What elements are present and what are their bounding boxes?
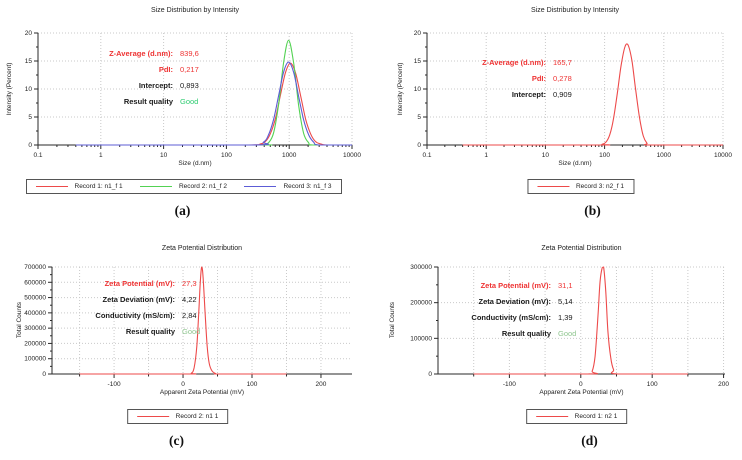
x-tick-label: 200 <box>718 381 730 388</box>
x-tick-label: 1 <box>484 152 489 159</box>
legend <box>26 179 342 194</box>
y-tick-label: 0 <box>417 142 421 149</box>
panel-a <box>0 0 371 230</box>
y-tick-label: 600000 <box>24 279 46 287</box>
x-tick-label: 100 <box>599 152 611 159</box>
annotation-label: Result quality <box>501 328 551 338</box>
legend-label: Record 1: n1_f 1 <box>74 183 123 190</box>
y-tick-label: 0 <box>42 371 46 378</box>
x-tick-label: 0 <box>181 381 185 388</box>
annotation-label: Zeta Potential (mV): <box>480 280 551 290</box>
annotation-value: 0,278 <box>553 73 572 83</box>
annotation-row <box>40 291 244 307</box>
legend-item <box>36 183 123 190</box>
panel-caption: (c) <box>169 433 184 448</box>
legend-item <box>536 413 618 420</box>
annotation-label: PdI: <box>158 64 173 74</box>
y-tick-label: 0 <box>28 142 32 149</box>
x-tick-label: 100 <box>220 152 232 159</box>
y-tick-label: 5 <box>417 114 421 121</box>
annotation-label: Result quality <box>123 96 173 106</box>
annotation-row <box>38 77 242 93</box>
annotation-label: Intercept: <box>511 89 546 99</box>
x-tick-label: 10000 <box>342 152 362 159</box>
x-tick-label: 0 <box>578 381 583 388</box>
panel-d <box>371 230 742 460</box>
y-tick-label: 20 <box>24 30 32 37</box>
legend-item <box>244 183 331 190</box>
y-tick-label: 100000 <box>410 335 432 343</box>
annotation-value: 2,84 <box>182 310 197 320</box>
legend <box>127 409 229 424</box>
panel-b <box>371 0 742 230</box>
annotation-label: Z-Average (d.nm): <box>482 57 546 67</box>
y-tick-label: 300000 <box>24 325 46 333</box>
annotation-value: 31,1 <box>558 280 573 290</box>
legend-label: Record 2: n1_f 2 <box>178 183 228 190</box>
legend-line-swatch <box>140 186 172 187</box>
legend-item <box>140 183 227 190</box>
annotation-value: 5,14 <box>558 296 573 306</box>
x-tick-label: 0.1 <box>422 152 432 159</box>
x-axis-label: Apparent Zeta Potential (mV) <box>159 389 245 396</box>
plot-area-d <box>371 230 742 460</box>
y-axis-label: Total Counts <box>389 301 396 339</box>
y-tick-label: 15 <box>413 58 421 65</box>
annotation-row <box>40 323 244 339</box>
y-axis-label: Total Counts <box>16 301 23 339</box>
panel-caption: (d) <box>581 433 598 448</box>
annotation-value: 839,6 <box>180 48 199 58</box>
annotation-row <box>38 93 242 109</box>
legend-item <box>537 183 624 190</box>
annotation-row <box>38 61 242 77</box>
result-annotations <box>40 275 244 339</box>
legend-label: Record 1: n2 1 <box>574 413 618 420</box>
y-tick-label: 0 <box>428 371 432 378</box>
x-tick-label: -100 <box>502 381 516 388</box>
x-axis-label: Apparent Zeta Potential (mV) <box>539 389 624 396</box>
annotation-row <box>416 277 620 293</box>
y-axis-label: Intensity (Percent) <box>6 62 13 116</box>
y-axis-label: Intensity (Percent) <box>397 62 404 116</box>
annotation-value: Good <box>182 326 201 336</box>
x-tick-label: 1000 <box>281 152 297 159</box>
annotation-value: Good <box>180 96 199 106</box>
y-tick-label: 200000 <box>24 340 46 348</box>
annotation-value: Good <box>558 328 577 338</box>
y-tick-label: 200000 <box>410 299 432 307</box>
annotation-label: Z-Average (d.nm): <box>109 48 173 58</box>
result-annotations <box>38 45 242 109</box>
annotation-row <box>411 70 615 86</box>
x-tick-label: 10 <box>159 152 168 159</box>
legend-line-swatch <box>537 186 569 187</box>
x-tick-label: 10000 <box>713 152 733 159</box>
result-annotations <box>416 277 620 341</box>
y-tick-label: 5 <box>28 114 32 121</box>
panel-c <box>0 230 371 460</box>
panel-caption: (a) <box>174 203 191 218</box>
y-tick-label: 15 <box>24 58 32 65</box>
y-tick-label: 700000 <box>24 264 46 271</box>
x-tick-label: 1000 <box>656 152 672 159</box>
result-annotations <box>411 54 615 102</box>
annotation-label: Conductivity (mS/cm): <box>95 310 175 320</box>
plot-area-a <box>0 0 371 230</box>
annotation-row <box>416 325 620 341</box>
y-tick-label: 20 <box>413 30 421 37</box>
plot-area-c <box>0 230 371 460</box>
x-tick-label: -100 <box>107 381 121 388</box>
panel-caption: (b) <box>584 203 601 218</box>
annotation-label: Result quality <box>125 326 175 336</box>
x-tick-label: 100 <box>246 381 258 388</box>
legend-line-swatch <box>137 416 169 417</box>
legend-line-swatch <box>536 416 568 417</box>
y-tick-label: 10 <box>413 86 421 93</box>
legend <box>527 179 634 194</box>
y-tick-label: 10 <box>24 86 32 93</box>
annotation-value: 27,3 <box>182 278 197 288</box>
annotation-label: PdI: <box>531 73 546 83</box>
x-axis-label: Size (d.nm) <box>558 160 592 167</box>
chart-title: Size Distribution by Intensity <box>531 7 619 14</box>
y-tick-label: 300000 <box>410 264 432 271</box>
legend-label: Record 3: n2_f 1 <box>575 183 625 190</box>
x-axis-label: Size (d.nm) <box>178 160 212 167</box>
annotation-value: 4,22 <box>182 294 197 304</box>
x-tick-label: 10 <box>541 152 550 159</box>
annotation-value: 0,909 <box>553 89 572 99</box>
annotation-row <box>411 54 615 70</box>
x-tick-label: 200 <box>315 381 327 388</box>
legend-line-swatch <box>244 186 276 187</box>
legend-line-swatch <box>36 186 68 187</box>
annotation-label: Conductivity (mS/cm): <box>471 312 551 322</box>
annotation-value: 165,7 <box>553 57 572 67</box>
x-tick-label: 100 <box>646 381 658 388</box>
y-tick-label: 400000 <box>24 309 46 317</box>
annotation-label: Zeta Potential (mV): <box>104 278 175 288</box>
annotation-row <box>40 307 244 323</box>
legend-label: Record 2: n1 1 <box>175 413 219 420</box>
annotation-value: 0,217 <box>180 64 199 74</box>
annotation-label: Intercept: <box>138 80 173 90</box>
plot-area-b <box>371 0 742 230</box>
x-tick-label: 0.1 <box>33 152 43 159</box>
chart-title: Zeta Potential Distribution <box>161 245 243 252</box>
annotation-row <box>416 309 620 325</box>
annotation-value: 0,893 <box>180 80 199 90</box>
annotation-label: Zeta Deviation (mV): <box>102 294 175 304</box>
legend <box>526 409 628 424</box>
annotation-row <box>416 293 620 309</box>
chart-title: Zeta Potential Distribution <box>541 245 622 252</box>
annotation-row <box>411 86 615 102</box>
x-tick-label: 1 <box>98 152 103 159</box>
legend-label: Record 3: n1_f 3 <box>283 183 332 190</box>
y-tick-label: 100000 <box>24 355 46 363</box>
annotation-value: 1,39 <box>558 312 573 322</box>
chart-title: Size Distribution by Intensity <box>151 7 239 14</box>
annotation-label: Zeta Deviation (mV): <box>478 296 551 306</box>
legend-item <box>137 413 219 420</box>
annotation-row <box>40 275 244 291</box>
y-tick-label: 500000 <box>24 294 46 302</box>
annotation-row <box>38 45 242 61</box>
